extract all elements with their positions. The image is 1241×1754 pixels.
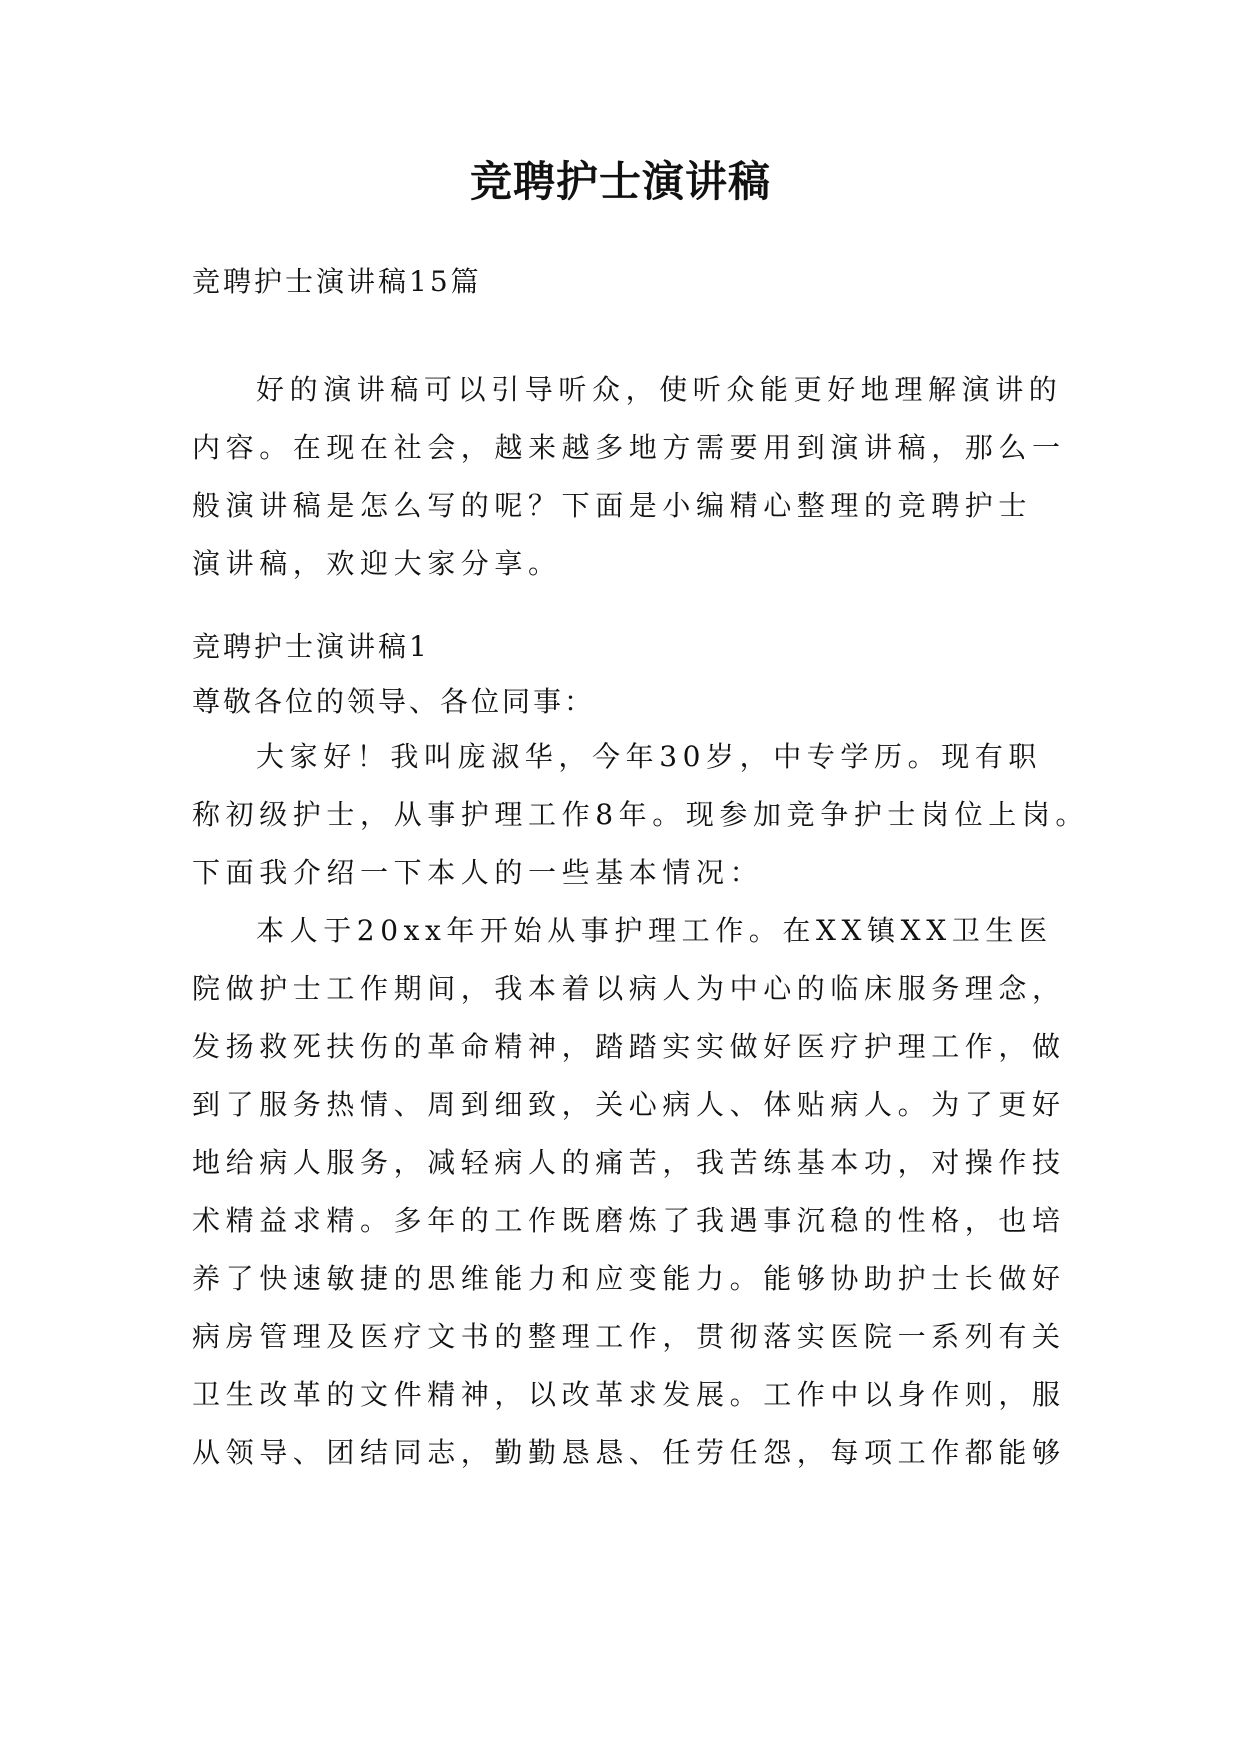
body-paragraph-1	[192, 728, 1090, 902]
document-title: 竞聘护士演讲稿	[469, 157, 771, 206]
section-heading: 竞聘护士演讲稿1	[192, 630, 430, 663]
paragraph-line: 术精益求精。多年的工作既磨炼了我遇事沉稳的性格，也培	[192, 1204, 1066, 1237]
paragraph-line: 病房管理及医疗文书的整理工作，贯彻落实医院一系列有关	[192, 1320, 1066, 1353]
paragraph-line: 到了服务热情、周到细致，关心病人、体贴病人。为了更好	[192, 1088, 1066, 1121]
paragraph-line: 养了快速敏捷的思维能力和应变能力。能够协助护士长做好	[192, 1262, 1066, 1295]
paragraph-line: 称初级护士，从事护理工作8年。现参加竞争护士岗位上岗。	[192, 798, 1090, 831]
paragraph-line: 从领导、团结同志，勤勤恳恳、任劳任怨，每项工作都能够	[192, 1436, 1066, 1469]
paragraph-line: 下面我介绍一下本人的一些基本情况：	[192, 856, 764, 889]
paragraph-line: 好的演讲稿可以引导听众，使听众能更好地理解演讲的	[256, 373, 1063, 406]
body-paragraph-2	[192, 902, 1066, 1482]
salutation: 尊敬各位的领导、各位同事：	[192, 685, 596, 718]
paragraph-line: 院做护士工作期间，我本着以病人为中心的临床服务理念，	[192, 972, 1066, 1005]
paragraph-line: 大家好！我叫庞淑华，今年30岁，中专学历。现有职	[256, 740, 1043, 773]
paragraph-line: 本人于20xx年开始从事护理工作。在XX镇XX卫生医	[256, 914, 1053, 947]
paragraph-line: 般演讲稿是怎么写的呢？下面是小编精心整理的竞聘护士	[192, 489, 1033, 522]
document-subtitle: 竞聘护士演讲稿15篇	[192, 265, 482, 298]
paragraph-line: 卫生改革的文件精神，以改革求发展。工作中以身作则，服	[192, 1378, 1066, 1411]
paragraph-line: 内容。在现在社会，越来越多地方需要用到演讲稿，那么一	[192, 431, 1066, 464]
paragraph-line: 地给病人服务，减轻病人的痛苦，我苦练基本功，对操作技	[192, 1146, 1066, 1179]
intro-paragraph	[192, 361, 1066, 593]
paragraph-line: 发扬救死扶伤的革命精神，踏踏实实做好医疗护理工作，做	[192, 1030, 1066, 1063]
paragraph-line: 演讲稿，欢迎大家分享。	[192, 547, 562, 580]
